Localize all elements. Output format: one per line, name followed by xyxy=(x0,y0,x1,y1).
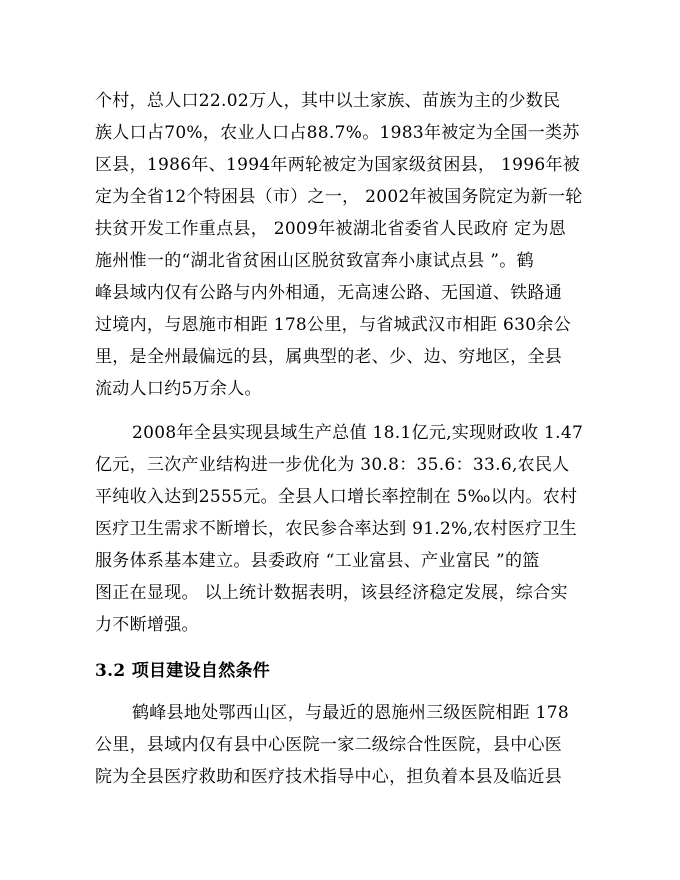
text-line: 过境内，与恩施市相距 178公里，与省城武汉市相距 630余公 xyxy=(95,315,572,335)
text-line: 区县，1986年、1994年两轮被定为国家级贫困县， 1996年被 xyxy=(95,155,581,175)
text-line: 图正在显现。 以上统计数据表明，该县经济稳定发展，综合实 xyxy=(95,583,568,603)
text-line: 服务体系基本建立。县委政府 “工业富县、产业富民 ”的篮 xyxy=(95,551,540,571)
text-line: 定为全省12个特困县（市）之一， 2002年被国务院定为新一轮 xyxy=(95,187,583,207)
text-line: 峰县域内仅有公路与内外相通，无高速公路、无国道、铁路通 xyxy=(95,283,563,303)
text-line: 医疗卫生需求不断增长，农民参合率达到 91.2%,农村医疗卫生 xyxy=(95,519,578,539)
text-line: 族人口占70%，农业人口占88.7%。1983年被定为全国一类苏 xyxy=(95,123,580,143)
text-line: 鹤峰县地处鄂西山区，与最近的恩施州三级医院相距 178 xyxy=(132,703,569,723)
text-line: 平纯收入达到2555元。全县人口增长率控制在 5‰以内。农村 xyxy=(95,487,578,507)
text-line: 力不断增强。 xyxy=(95,615,199,635)
section-heading: 3.2 项目建设自然条件 xyxy=(95,661,271,681)
text-line: 扶贫开发工作重点县， 2009年被湖北省委省人民政府 定为恩 xyxy=(95,219,567,239)
text-line: 院为全县医疗救助和医疗技术指导中心，担负着本县及临近县 xyxy=(95,767,563,787)
text-line: 流动人口约5万余人。 xyxy=(95,379,262,399)
text-line: 2008年全县实现县域生产总值 18.1亿元,实现财政收 1.47 xyxy=(132,423,584,443)
text-line: 个村，总人口22.02万人，其中以土家族、苗族为主的少数民 xyxy=(95,91,561,111)
text-line: 施州惟一的“湖北省贫困山区脱贫致富奔小康试点县 ”。鹤 xyxy=(95,251,534,271)
text-line: 亿元，三次产业结构进一步优化为 30.8：35.6：33.6,农民人 xyxy=(95,455,570,475)
text-line: 里，是全州最偏远的县，属典型的老、少、边、穷地区，全县 xyxy=(95,347,563,367)
text-line: 公里，县域内仅有县中心医院一家二级综合性医院，县中心医 xyxy=(95,735,563,755)
